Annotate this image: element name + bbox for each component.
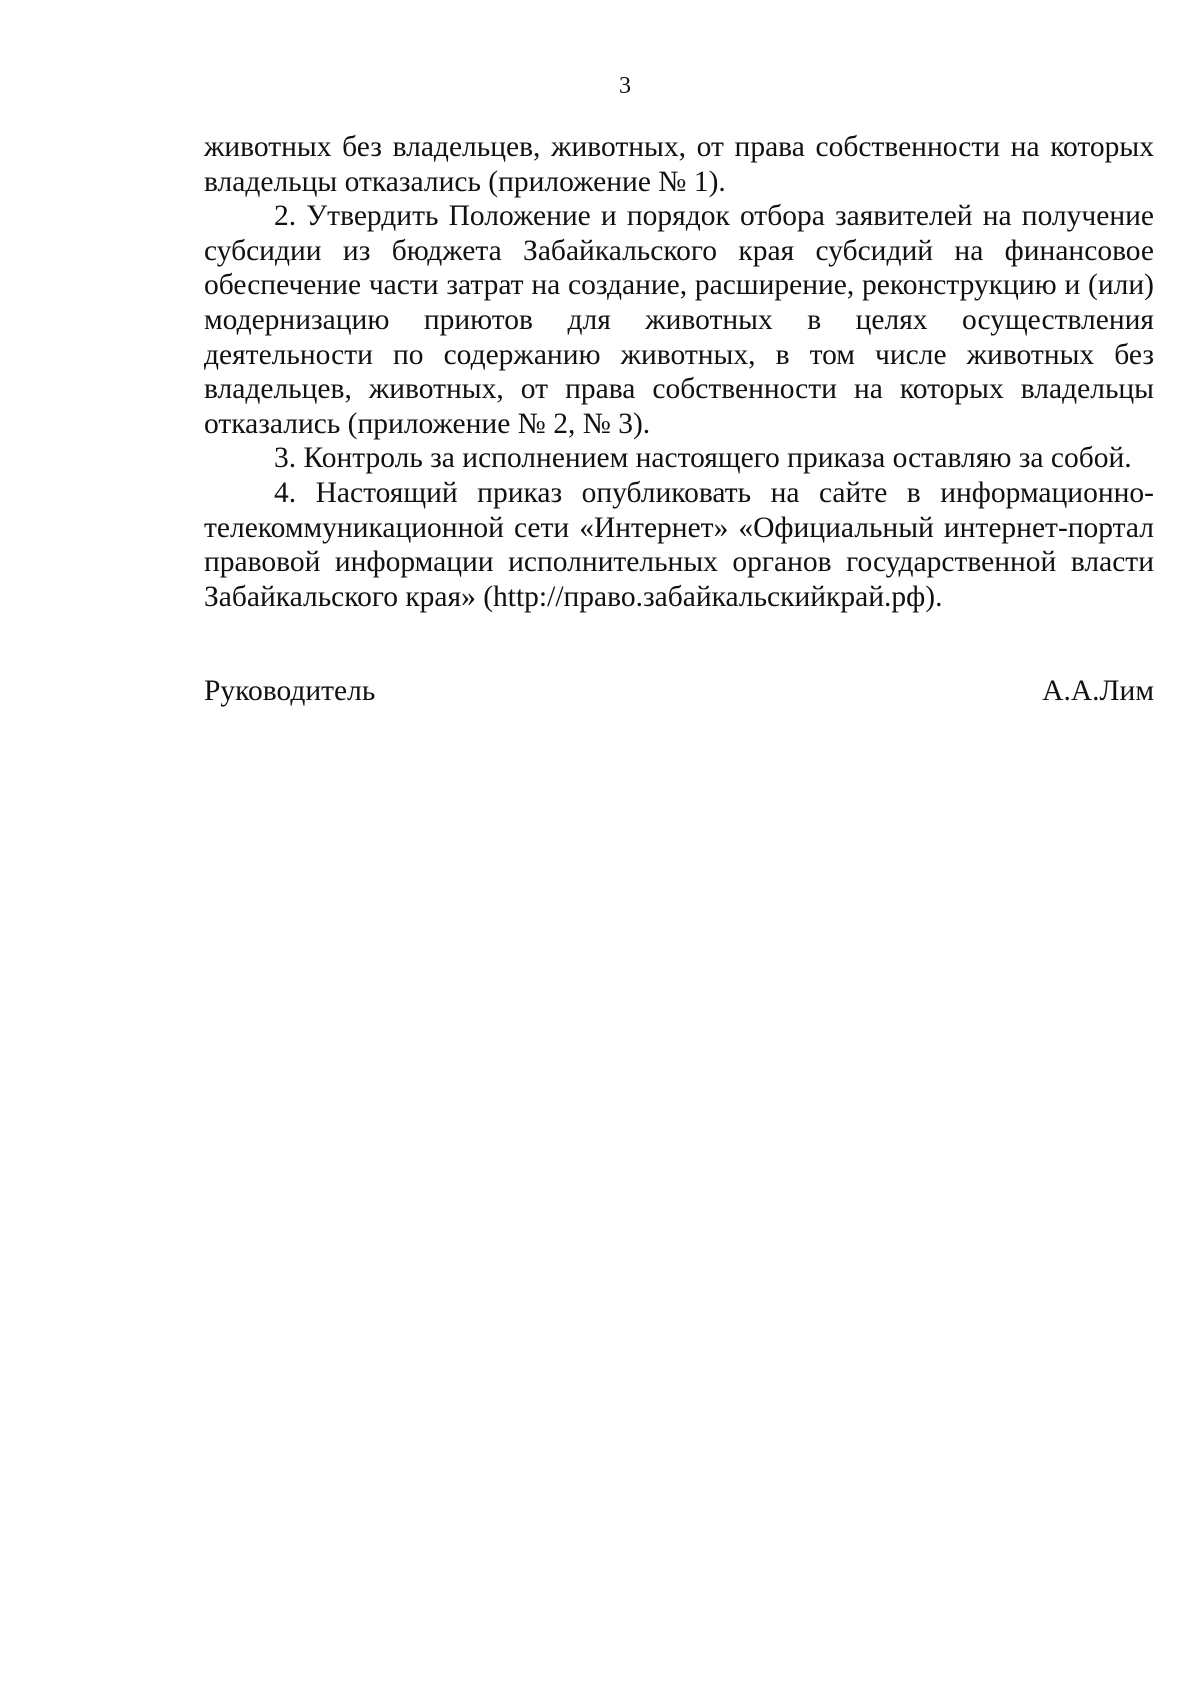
paragraph-item-3: 3. Контроль за исполнением настоящего приказа оставляю за собой. [274, 442, 1132, 475]
paragraph-item-2: 2. Утвердить Положение и порядок отбора заявителей на получение субсидии из бюджета Забайкальского края субсидий на финансовое обеспечение части затрат на создание, расширение, реконструкцию и (или) модернизацию приютов для животных в целях осуществления деятельности по содержанию животных, в том числе животных без владельцев, животных, от права собственности на которых владельцы отказались (приложение № 2, № 3). [204, 200, 1154, 440]
paragraph-continuation: животных без владельцев, животных, от права собственности на которых владельцы отказались (приложение № 1). [204, 131, 1154, 198]
signatory-title: Руководитель [204, 675, 376, 707]
page-number: 3 [619, 73, 631, 99]
paragraph-item-4: 4. Настоящий приказ опубликовать на сайте в информационно-телекоммуникационной сети «Интернет» «Официальный интернет-портал правовой информации исполнительных органов государственной власти Забайкальского края» (http://право.забайкальскийкрай.рф). [204, 476, 1154, 613]
signatory-name: А.А.Лим [1042, 675, 1154, 707]
document-body [204, 130, 1154, 614]
